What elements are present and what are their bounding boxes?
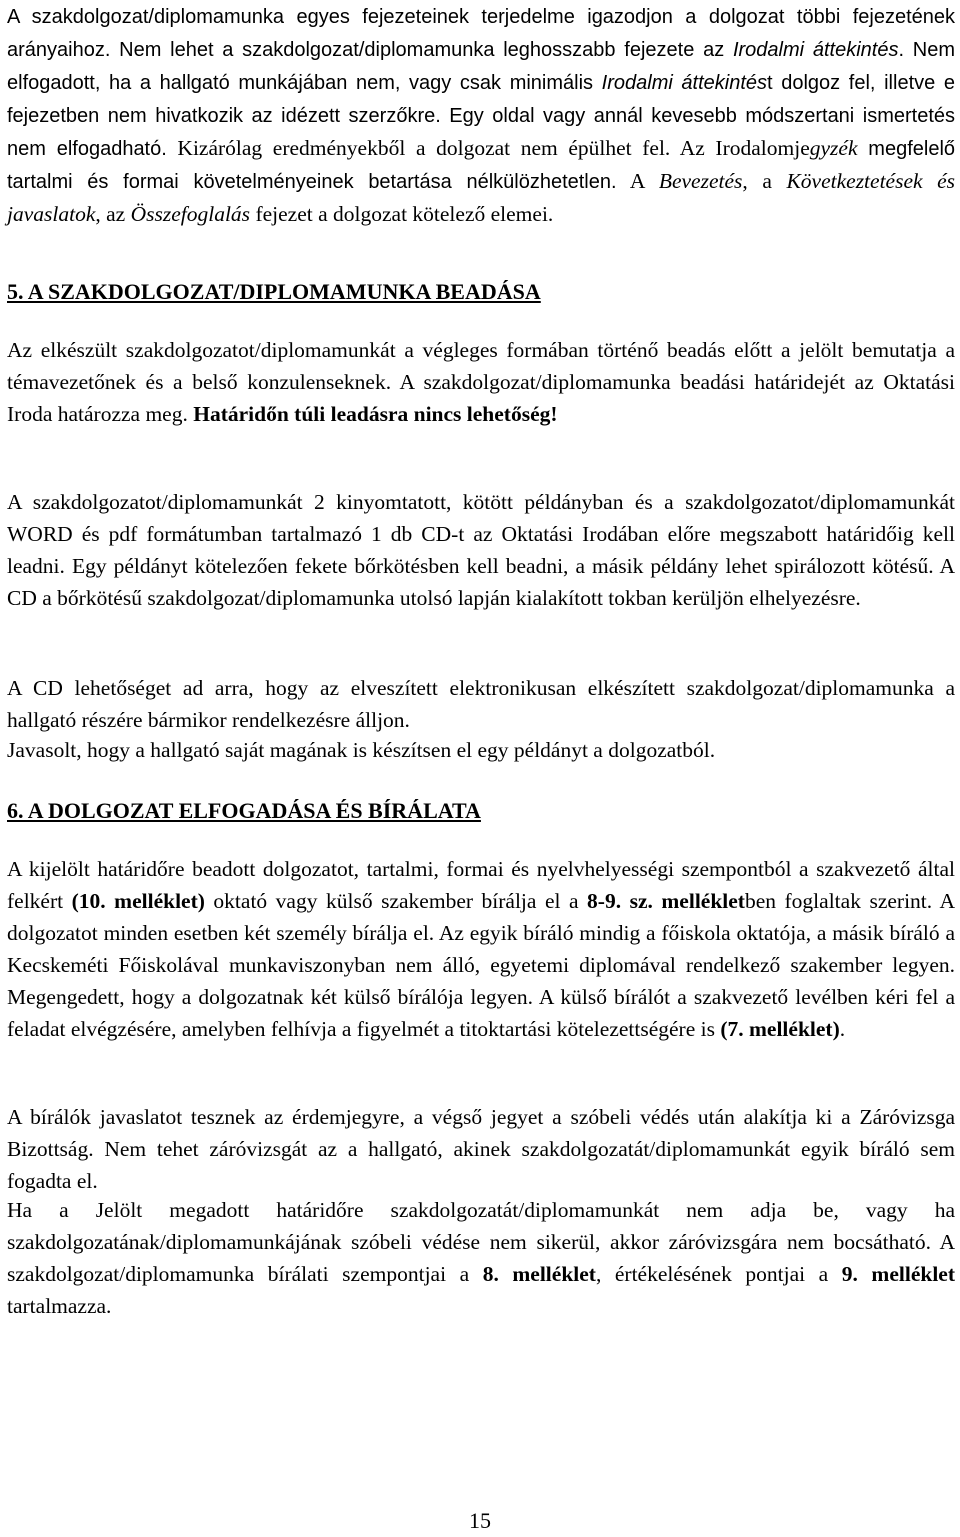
- section-heading-6: 6. A DOLGOZAT ELFOGADÁSA ÉS BÍRÁLATA: [7, 798, 481, 823]
- paragraph-deadline: Ha a Jelölt megadott határidőre szakdolgozatát/diplomamunkát nem adja be, vagy ha szakdolgozatának/diplomamunkájának szóbeli védése nem sikerül, akkor záróvizsgára nem bocsátható. A szakdolgozat/diplomamunka bírálati szempontjai a 8. melléklet, értékelésének pontjai a 9. melléklet tartalmazza.: [7, 1198, 955, 1318]
- paragraph-own-copy: Javasolt, hogy a hallgató saját magának is készítsen el egy példányt a dolgozatból.: [7, 738, 716, 762]
- paragraph-chapter-length: A szakdolgozat/diplomamunka egyes fejezeteinek terjedelme igazodjon a dolgozat többi fejezetének arányaihoz. Nem lehet a szakdolgozat/diplomamunka leghosszabb fejezete az Irodalmi áttekintés. Nem elfogadott, ha a hallgató munkájában nem, vagy csak minimális Irodalmi áttekintést dolgoz fel, illetve e fejezetben nem hivatkozik az idézett szerzőkre. Egy oldal vagy annál kevesebb módszertani ismertetés nem elfogadható. Kizárólag eredményekből a dolgozat nem épülhet fel. Az Irodalomjegyzék megfelelő tartalmi és formai követelményeinek betartása nélkülözhetetlen. A Bevezetés, a Következtetések és javaslatok, az Összefoglalás fejezet a dolgozat kötelező elemei.: [7, 6, 956, 226]
- paragraph-cd: A CD lehetőséget ad arra, hogy az elveszített elektronikusan elkészített szakdolgozat/diplomamunka a hallgató részére bármikor rendelkezésre álljon.: [7, 676, 955, 732]
- section-heading-5: 5. A SZAKDOLGOZAT/DIPLOMAMUNKA BEADÁSA: [7, 279, 541, 304]
- paragraph-grading: A bírálók javaslatot tesznek az érdemjegyre, a végső jegyet a szóbeli védés után alakítja ki a Záróvizsga Bizottság. Nem tehet záróvizsgát az a hallgató, akinek szakdolgozatát/diplomamunkát egyik bíráló sem fogadta el.: [7, 1105, 955, 1193]
- paragraph-review: A kijelölt határidőre beadott dolgozatot, tartalmi, formai és nyelvhelyességi szempontból a szakvezető által felkért (10. melléklet) oktató vagy külső szakember bírálja el a 8-9. sz. mellékletben foglaltak szerint. A dolgozatot minden esetben két személy bírálja el. Az egyik bíráló mindig a főiskola oktatója, a másik bíráló a Kecskeméti Főiskolával munkaviszonyban nem álló, egyetemi diplomával rendelkező szakember legyen. Megengedett, hogy a dolgozatnak két külső bírálója legyen. A külső bírálót a szakvezető levélben kéri fel a feladat elvégzésére, amelyben felhívja a figyelmét a titoktartási kötelezettségére is (7. melléklet).: [7, 857, 955, 1041]
- paragraph-printed-copies: A szakdolgozatot/diplomamunkát 2 kinyomtatott, kötött példányban és a szakdolgozatot/diplomamunkát WORD és pdf formátumban tartalmazó 1 db CD-t az Oktatási Irodában előre megszabott határidőig kell leadni. Egy példányt kötelezően fekete bőrkötésben kell beadni, a másik példány lehet spirálozott kötésű. A CD a bőrkötésű szakdolgozat/diplomamunka utolsó lapján kialakított tokban kerüljön elhelyezésre.: [7, 490, 955, 610]
- page-number: 15: [469, 1508, 491, 1533]
- paragraph-submission: Az elkészült szakdolgozatot/diplomamunkát a végleges formában történő beadás előtt a jelölt bemutatja a témavezetőnek és a belső konzulenseknek. A szakdolgozat/diplomamunka beadási határidejét az Oktatási Iroda határozza meg. Határidőn túli leadásra nincs lehetőség!: [7, 338, 955, 426]
